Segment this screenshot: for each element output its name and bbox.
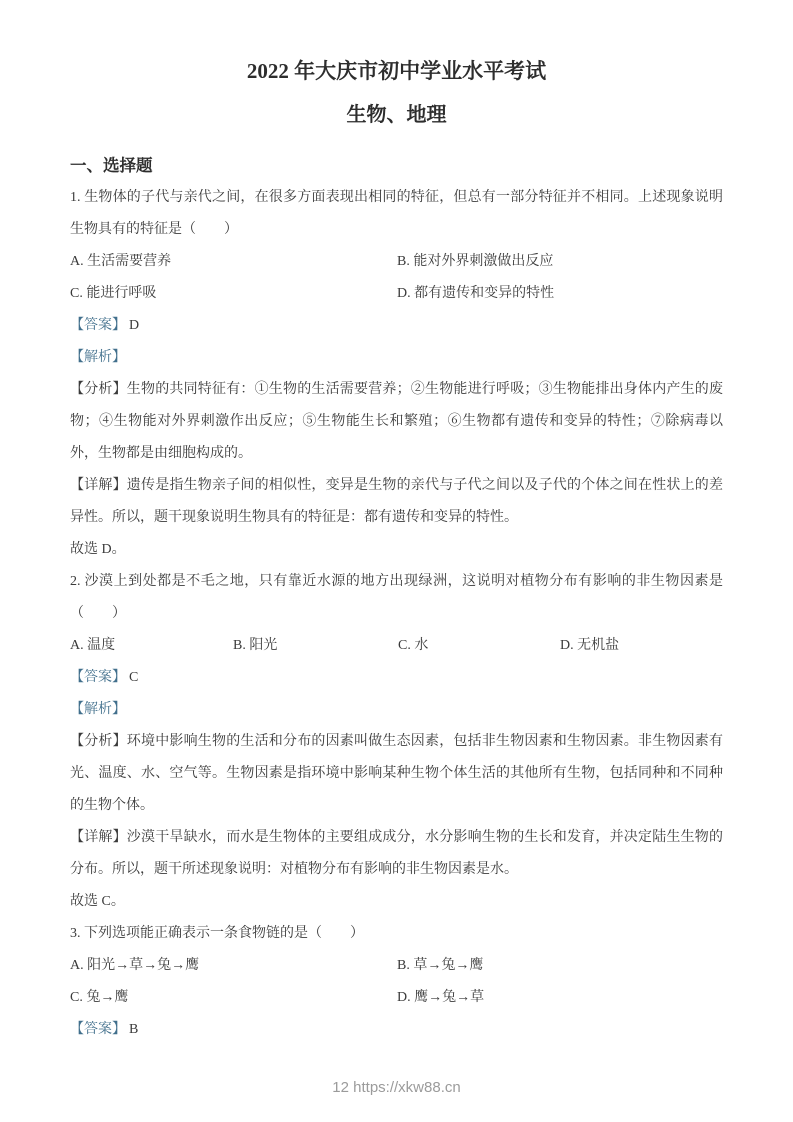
option-c: C. 水 [398, 638, 429, 653]
options-grid [70, 950, 723, 1014]
answer-line [70, 310, 723, 342]
page-footer: 12 https://xkw88.cn [332, 1079, 461, 1096]
answer-line [70, 1014, 723, 1046]
jiexi-label: 【解析】 [70, 702, 126, 717]
option-a: A. 温度 [70, 638, 116, 653]
conclusion-text: 故选 D。 [70, 542, 126, 557]
question-3 [70, 918, 723, 1046]
question-stem: 3. 下列选项能正确表示一条食物链的是（ ） [70, 926, 364, 941]
analysis-text: 【分析】环境中影响生物的生活和分布的因素叫做生态因素，包括非生物因素和生物因素。非生物因素有光、温度、水、空气等。生物因素是指环境中影响某种生物个体生活的其他所有生物，包括同种和不同种的生物个体。 [70, 734, 723, 813]
detail-text: 【详解】遗传是指生物亲子间的相似性，变异是生物的亲代与子代之间以及子代的个体之间在性状上的差异性。所以，题干现象说明生物具有的特征是：都有遗传和变异的特性。 [70, 478, 723, 525]
option-c: C. 能进行呼吸 [70, 286, 157, 301]
option-a: A. 阳光→草→兔→鹰 [70, 958, 200, 973]
answer-label: 【答案】 [70, 318, 126, 333]
option-c: C. 兔→鹰 [70, 990, 129, 1005]
answer-value: D [129, 318, 140, 333]
answer-line [70, 662, 723, 694]
doc-title: 2022 年大庆市初中学业水平考试 [246, 59, 547, 83]
analysis-text: 【分析】生物的共同特征有：①生物的生活需要营养；②生物能进行呼吸；③生物能排出身体内产生的废物；④生物能对外界刺激作出反应；⑤生物能生长和繁殖；⑥生物都有遗传和变异的特性；⑦除病毒以外，生物都是由细胞构成的。 [70, 382, 723, 461]
options-grid [70, 246, 723, 310]
jiexi-label: 【解析】 [70, 350, 126, 365]
question-stem: 2. 沙漠上到处都是不毛之地，只有靠近水源的地方出现绿洲，这说明对植物分布有影响的非生物因素是（ ） [70, 574, 723, 621]
option-b: B. 能对外界刺激做出反应 [397, 254, 554, 269]
option-d: D. 都有遗传和变异的特性 [397, 286, 555, 301]
section-header: 一、选择题 [70, 156, 153, 175]
question-1 [70, 182, 723, 566]
option-a: A. 生活需要营养 [70, 254, 172, 269]
answer-label: 【答案】 [70, 1022, 126, 1037]
answer-value: C [129, 670, 139, 685]
doc-subtitle: 生物、地理 [346, 104, 447, 126]
option-d: D. 鹰→兔→草 [397, 990, 485, 1005]
detail-text: 【详解】沙漠干旱缺水，而水是生物体的主要组成成分，水分影响生物的生长和发育，并决定陆生生物的分布。所以，题干所述现象说明：对植物分布有影响的非生物因素是水。 [70, 830, 723, 877]
option-d: D. 无机盐 [560, 638, 620, 653]
answer-label: 【答案】 [70, 670, 126, 685]
option-b: B. 阳光 [233, 638, 278, 653]
answer-value: B [129, 1022, 139, 1037]
question-stem: 1. 生物体的子代与亲代之间，在很多方面表现出相同的特征，但总有一部分特征并不相同。上述现象说明生物具有的特征是（ ） [70, 190, 723, 237]
conclusion-text: 故选 C。 [70, 894, 125, 909]
options-grid [70, 630, 723, 662]
option-b: B. 草→兔→鹰 [397, 958, 484, 973]
question-2 [70, 566, 723, 918]
